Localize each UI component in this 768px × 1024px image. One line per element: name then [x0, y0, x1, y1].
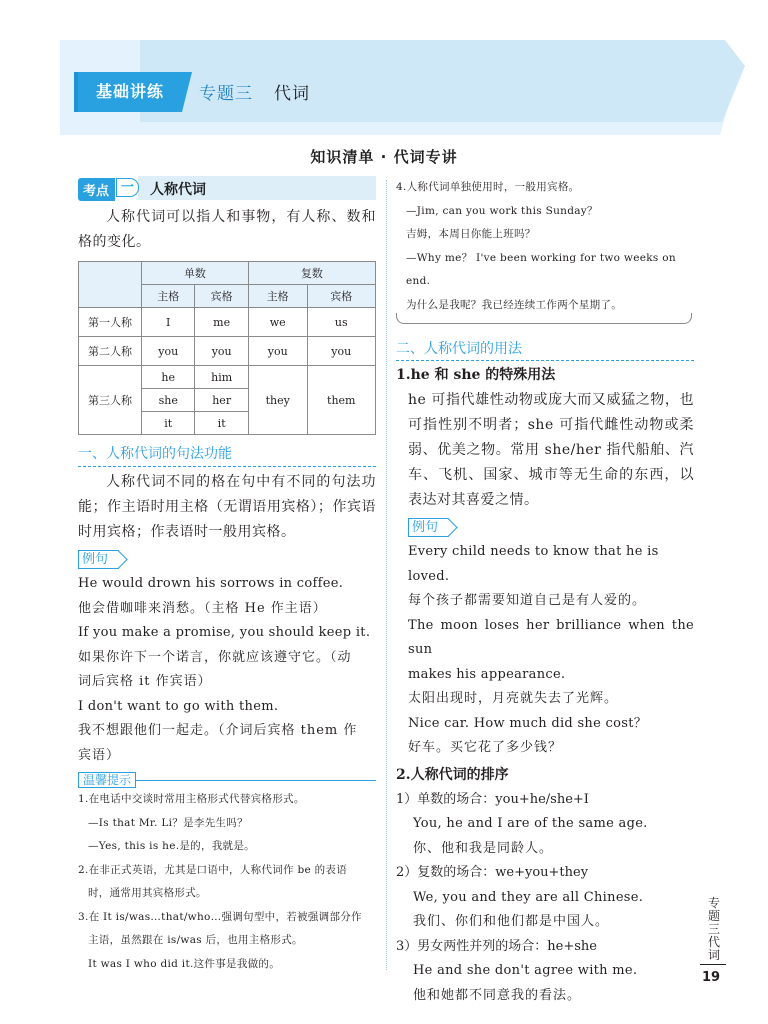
example-line: makes his appearance. — [408, 666, 566, 682]
sub1-paragraph: he 可指代雄性动物或庞大而又威猛之物，也可指性别不明者；she 可指代雌性动物或柔弱、优美之物。常用 she/her 指代船舶、汽车、飞机、国家、城市等无生命的东西，以表达对其喜爱之情。 — [408, 392, 694, 508]
side-running-head: 专题三 代词 — [707, 896, 720, 962]
section1-title: 一、人称代词的句法功能 — [78, 443, 376, 467]
order-example-cn: 他和她都不同意我的看法。 — [413, 987, 582, 1003]
tip-line: 2.在非正式英语，尤其是口语中，人称代词作 be 的表语 — [78, 863, 348, 876]
order-example-cn: 我们、你们和他们都是中国人。 — [413, 914, 610, 929]
table-cell: he — [142, 366, 195, 389]
order-example-en: We, you and they are all Chinese. — [413, 889, 644, 905]
example-line: If you make a promise, you should keep it. — [78, 625, 371, 640]
column-divider — [386, 180, 387, 970]
tip-rule — [136, 780, 376, 781]
table-cell: you — [142, 337, 195, 366]
row-label: 第一人称 — [79, 308, 142, 337]
example-line: I don't want to go with them. — [78, 698, 279, 714]
header-subject: 主格 — [142, 285, 195, 308]
kaodian-prefix: 考点 — [78, 178, 115, 201]
example-line: 我不想跟他们一起走。（介词后宾格 them 作 — [78, 723, 358, 738]
note-line: —Why me？ I've been working for two weeks on end. — [406, 251, 676, 287]
topic-name: 代词 — [274, 84, 310, 104]
table-cell: you — [248, 337, 307, 366]
banner-graphic — [0, 0, 768, 135]
table-cell: you — [307, 337, 375, 366]
side-rule — [700, 964, 726, 965]
example-line: 每个孩子都需要知道自己是有人爱的。 — [408, 593, 647, 608]
note-line: 为什么是我呢？我已经连续工作两个星期了。 — [406, 298, 622, 311]
tip-header — [78, 772, 376, 788]
tip-line: —Yes, this is he.是的，我就是。 — [88, 840, 255, 852]
kaodian-title: 人称代词 — [150, 182, 206, 198]
example-line: The moon loses her brilliance when the sun — [408, 617, 694, 657]
row-label: 第三人称 — [79, 366, 142, 435]
table-cell: them — [307, 366, 375, 435]
kaodian-title-bar — [138, 176, 376, 200]
basic-practice-tag: 基础讲练 — [96, 82, 165, 101]
order-example-en: You, he and I are of the same age. — [413, 816, 648, 831]
header-plural: 复数 — [248, 262, 375, 285]
tip-line: 3.在 It is/was…that/who…强调句型中，若被强调部分作 — [78, 910, 362, 923]
table-cell: her — [195, 389, 248, 412]
example-line: 如果你许下一个诺言，你就应该遵守它。（动 — [78, 649, 352, 665]
example-line: 宾语） — [78, 747, 121, 763]
table-cell: it — [195, 412, 248, 435]
header-singular: 单数 — [142, 262, 249, 285]
order-rule: 2）复数的场合：we+you+they — [396, 865, 589, 880]
table-cell: us — [307, 308, 375, 337]
order-rule: 1）单数的场合：you+he/she+I — [396, 791, 589, 807]
sub1-title: 1.he 和 she 的特殊用法 — [396, 367, 556, 383]
example-label: 例句 — [408, 518, 449, 537]
order-example-en: He and she don't agree with me. — [413, 963, 638, 978]
tip-line: It was I who did it.这件事是我做的。 — [88, 957, 281, 970]
example-label: 例句 — [78, 550, 119, 569]
tip-line: 1.在电话中交谈时常用主格形式代替宾格形式。 — [78, 793, 305, 805]
table-cell: it — [142, 412, 195, 435]
tip-label: 温馨提示 — [78, 772, 136, 788]
table-cell: I — [142, 308, 195, 337]
table-cell: him — [195, 366, 248, 389]
header-object: 宾格 — [195, 285, 248, 308]
header-banner — [0, 0, 768, 135]
table-cell: me — [195, 308, 248, 337]
pronoun-table — [78, 261, 376, 435]
header-subject: 主格 — [248, 285, 307, 308]
note-line: 吉姆，本周日你能上班吗？ — [406, 228, 536, 240]
left-column — [78, 176, 376, 976]
header-object: 宾格 — [307, 285, 375, 308]
sub2-title: 2.人称代词的排序 — [396, 766, 509, 783]
example-line: Nice car. How much did she cost？ — [408, 715, 648, 731]
topic-number: 专题三 — [199, 84, 253, 104]
example-line: 词后宾格 it 作宾语） — [78, 674, 212, 689]
note-line: —Jim, can you work this Sunday？ — [406, 204, 598, 217]
example-line: He would drown his sorrows in coffee. — [78, 576, 344, 591]
section1-paragraph: 人称代词不同的格在句中有不同的句法功能；作主语时用主格（无谓语用宾格）；作宾语时用宾格；作表语时一般用宾格。 — [78, 474, 376, 540]
table-cell: you — [195, 337, 248, 366]
tip-line: 时，通常用其宾格形式。 — [88, 887, 207, 899]
order-example-cn: 你、他和我是同龄人。 — [413, 840, 554, 856]
example-line: Every child needs to know that he is loved. — [408, 544, 659, 584]
note-line: 4.人称代词单独使用时，一般用宾格。 — [396, 181, 580, 193]
kaodian-header — [78, 176, 376, 202]
tip-line: —Is that Mr. Li？是李先生吗？ — [88, 816, 248, 829]
order-rule: 3）男女两性并列的场合：he+she — [396, 938, 597, 954]
example-line: 太阳出现时，月亮就失去了光辉。 — [408, 691, 619, 706]
right-column — [396, 176, 694, 1008]
page-number: 19 — [702, 970, 721, 985]
row-label: 第二人称 — [79, 337, 142, 366]
example-line: 好车。买它花了多少钱？ — [408, 740, 563, 755]
table-corner-cell — [79, 262, 142, 308]
example-line: 他会借咖啡来消愁。（主格 He 作主语） — [78, 600, 327, 616]
table-cell: we — [248, 308, 307, 337]
intro-paragraph: 人称代词可以指人和事物，有人称、数和格的变化。 — [78, 209, 376, 250]
table-cell: they — [248, 366, 307, 435]
section2-title: 二、人称代词的用法 — [396, 338, 694, 361]
kaodian-number: 一 — [116, 178, 139, 197]
table-cell: she — [142, 389, 195, 412]
page-title: 知识清单 · 代词专讲 — [310, 148, 458, 166]
tip-line: 主语，虽然跟在 is/was 后，也用主格形式。 — [88, 934, 303, 946]
